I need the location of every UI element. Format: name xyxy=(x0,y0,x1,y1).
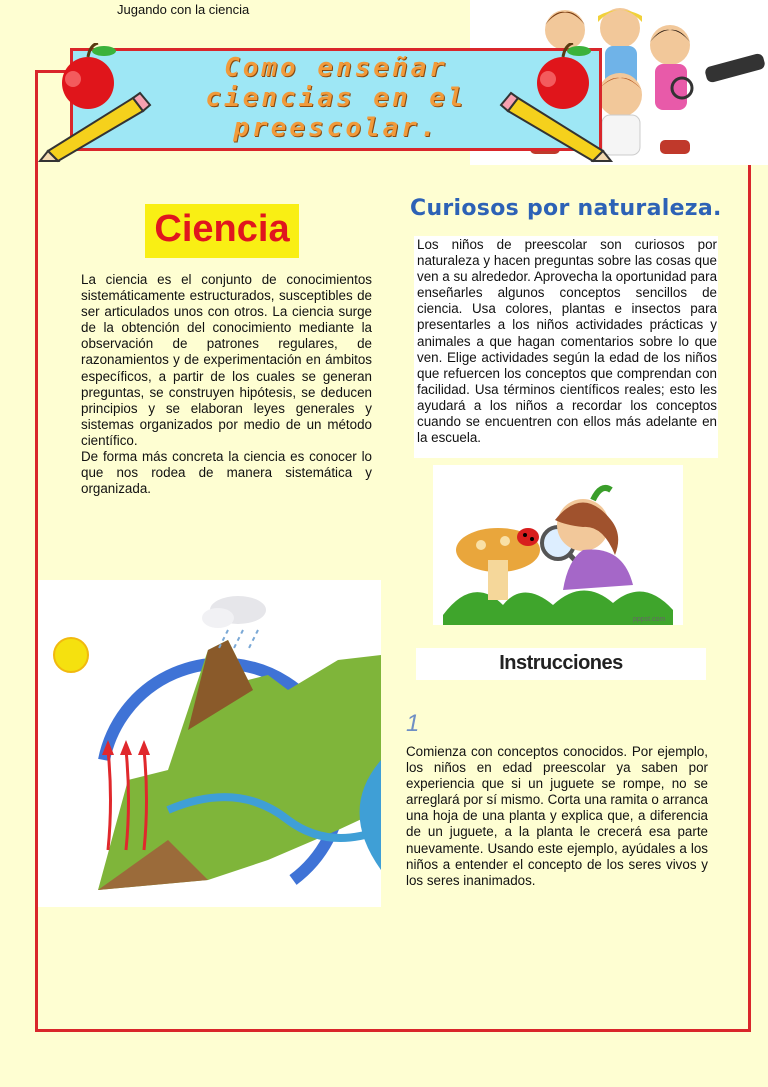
ciencia-paragraph-2: De forma más concreta la ciencia es conocer lo que nos rodea de manera sistemática y organizada. xyxy=(81,449,372,497)
banner-title-line1: Como enseñar xyxy=(224,53,448,83)
banner-title xyxy=(73,53,599,143)
curiosos-paragraph: Los niños de preescolar son curiosos por naturaleza y hacen preguntas sobre las cosas que ven a su alrededor. Aprovecha la oportunidad para enseñarles algunos conceptos sencillos de ciencia. Usa colores, plantas e insectos para presentarles a los niños actividades prácticas y animales a que hagan comentarios sobre lo que ven. Elige actividades según la edad de los niños que refuercen los conceptos que comprendan con facilidad. Usa términos científicos reales; esto les ayudará a los niños a recordar los conceptos cuando se encuentren con ellos más adelante en la escuela. xyxy=(417,237,718,446)
water-cycle-illustration xyxy=(38,580,381,907)
curiosos-heading: Curiosos por naturaleza. xyxy=(410,196,722,221)
ciencia-paragraph-1: La ciencia es el conjunto de conocimientos sistemáticamente estructurados, susceptibles de ser articulados unos con otros. La ciencia surge de la obtención del conocimiento mediante la observación de patrones regulares, de razonamientos y de experimentación en ámbitos específicos, a partir de los cuales se generan preguntas, se construyen hipótesis, se deducen principios y se elaboran leyes generales y sistemas organizados por medio de un método científico. xyxy=(81,272,372,448)
step-text: Comienza con conceptos conocidos. Por ejemplo, los niños en edad preescolar ya saben por experiencia que si un juguete se rompe, no se arreglará por sí mismo. Corta una ramita o arranca una hoja de una planta y explica que, a diferencia de un juguete, a la planta le crecerá esa parte nuevamente. Usando este ejemplo, ayúdales a los niños a entender el concepto de los seres vivos y los seres inanimados. xyxy=(406,744,708,888)
banner-title-line2: ciencias en el xyxy=(205,83,467,113)
girl-magnifier-illustration xyxy=(433,465,683,625)
banner-title-line3: preescolar. xyxy=(233,113,439,143)
step-number: 1 xyxy=(406,710,420,737)
girl-image-watermark: pppst.com xyxy=(633,616,666,623)
page-header: Jugando con la ciencia xyxy=(117,2,250,17)
ciencia-heading: Ciencia xyxy=(154,208,290,250)
title-banner xyxy=(70,48,602,151)
ciencia-text xyxy=(81,272,372,497)
instrucciones-heading: Instrucciones xyxy=(499,652,623,674)
